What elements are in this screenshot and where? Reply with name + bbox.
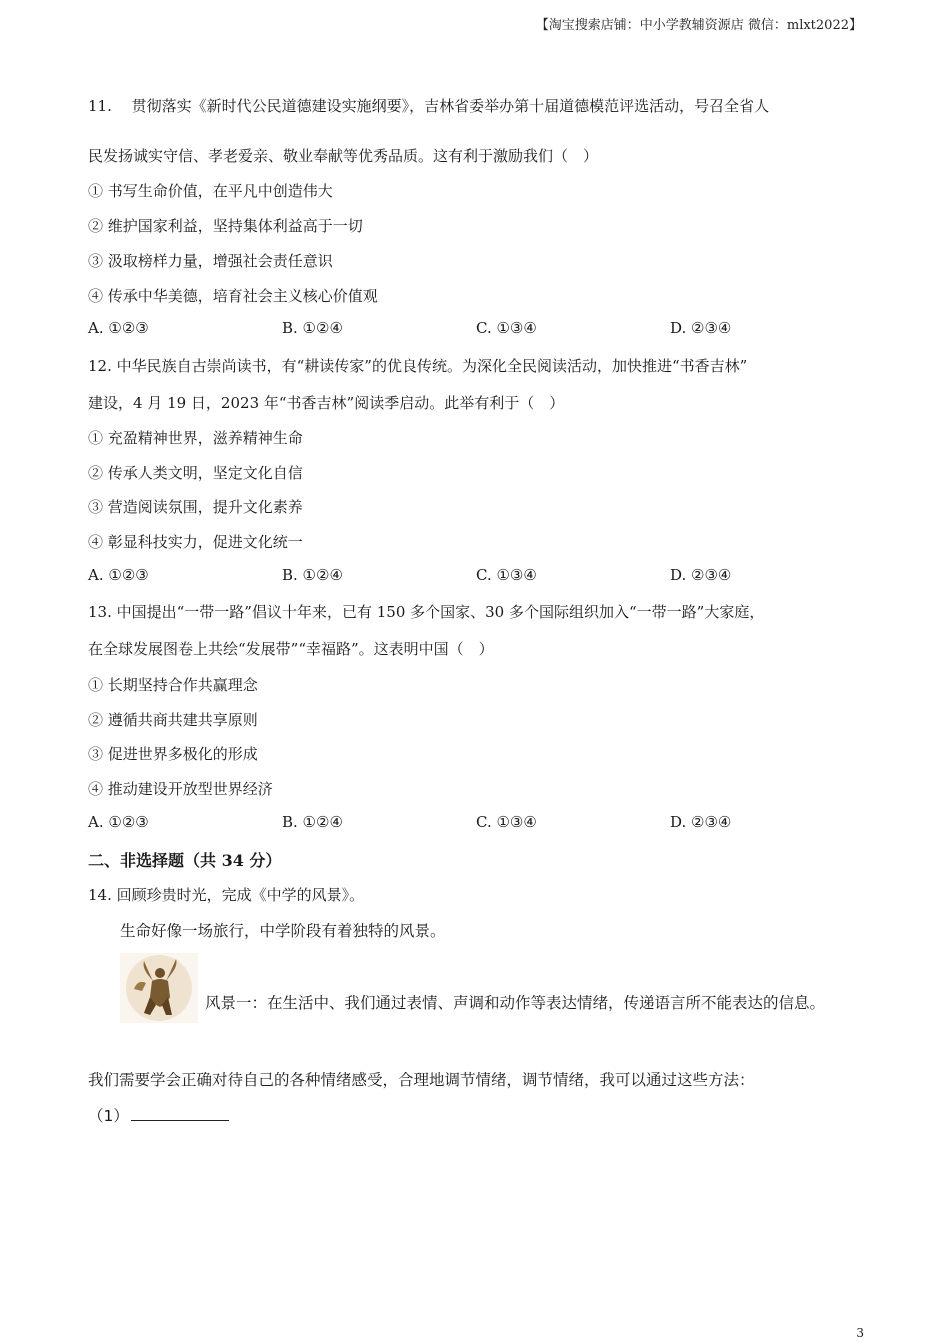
q11-choice-a[interactable]: A. ①②③	[88, 319, 149, 337]
q12-choice-a[interactable]: A. ①②③	[88, 566, 149, 584]
q11-item-1: ① 书写生命价值，在平凡中创造伟大	[88, 182, 333, 200]
q12-stem-line2: 建设，4 月 19 日，2023 年“书香吉林”阅读季启动。此举有利于（ ）	[88, 394, 565, 412]
q11-stem-line1: 11. 贯彻落实《新时代公民道德建设实施纲要》，吉林省委举办第十届道德模范评选活动，号召全省人	[88, 97, 770, 115]
page-header: 【淘宝搜索店铺：中小学教辅资源店 微信：mlxt2022】	[535, 18, 862, 33]
q14-stem: 14. 回顾珍贵时光，完成《中学的风景》。	[88, 886, 365, 904]
dancer-illustration	[120, 953, 198, 1023]
q12-choice-b[interactable]: B. ①②④	[282, 566, 343, 584]
q12-stem-line1: 12. 中华民族自古崇尚读书，有“耕读传家”的优良传统。为深化全民阅读活动，加快推进“书香吉林”	[88, 357, 748, 375]
q11-item-3: ③ 汲取榜样力量，增强社会责任意识	[88, 252, 333, 270]
q12-item-2: ② 传承人类文明，坚定文化自信	[88, 464, 303, 482]
q12-item-1: ① 充盈精神世界，滋养精神生命	[88, 429, 303, 447]
q11-choice-b[interactable]: B. ①②④	[282, 319, 343, 337]
q11-stem-line2: 民发扬诚实守信、孝老爱亲、敬业奉献等优秀品质。这有利于激励我们（ ）	[88, 147, 599, 165]
q13-choice-d[interactable]: D. ②③④	[670, 813, 732, 831]
q14-blank-1[interactable]	[88, 1104, 229, 1126]
q11-item-2: ② 维护国家利益，坚持集体利益高于一切	[88, 217, 363, 235]
q13-stem-line1: 13. 中国提出“一带一路”倡议十年来，已有 150 多个国家、30 多个国际组织加入“一带一路”大家庭，	[88, 603, 765, 621]
q11-choice-c[interactable]: C. ①③④	[476, 319, 537, 337]
q11-item-4: ④ 传承中华美德，培育社会主义核心价值观	[88, 287, 378, 305]
q13-choice-c[interactable]: C. ①③④	[476, 813, 537, 831]
q13-item-2: ② 遵循共商共建共享原则	[88, 711, 258, 729]
q13-choice-b[interactable]: B. ①②④	[282, 813, 343, 831]
q13-choice-a[interactable]: A. ①②③	[88, 813, 149, 831]
q12-item-3: ③ 营造阅读氛围，提升文化素养	[88, 498, 303, 516]
q13-stem-line2: 在全球发展图卷上共绘“发展带”“幸福路”。这表明中国（ ）	[88, 640, 494, 658]
q12-choice-c[interactable]: C. ①③④	[476, 566, 537, 584]
q13-item-1: ① 长期坚持合作共赢理念	[88, 676, 258, 694]
scene-one-text: 风景一：在生活中、我们通过表情、声调和动作等表达情绪，传递语言所不能表达的信息。	[205, 994, 826, 1012]
blank-1-line[interactable]	[131, 1108, 229, 1121]
blank-1-label: （1）	[88, 1107, 129, 1125]
q14-intro: 生命好像一场旅行，中学阶段有着独特的风景。	[120, 922, 446, 940]
q12-item-4: ④ 彰显科技实力，促进文化统一	[88, 533, 303, 551]
page-number: 3	[856, 1326, 864, 1340]
q13-item-4: ④ 推动建设开放型世界经济	[88, 780, 273, 798]
q12-choice-d[interactable]: D. ②③④	[670, 566, 732, 584]
q13-item-3: ③ 促进世界多极化的形成	[88, 745, 258, 763]
section-heading: 二、非选择题（共 34 分）	[88, 851, 282, 870]
q14-paragraph: 我们需要学会正确对待自己的各种情绪感受，合理地调节情绪，调节情绪，我可以通过这些方法：	[88, 1071, 755, 1089]
q11-choice-d[interactable]: D. ②③④	[670, 319, 732, 337]
